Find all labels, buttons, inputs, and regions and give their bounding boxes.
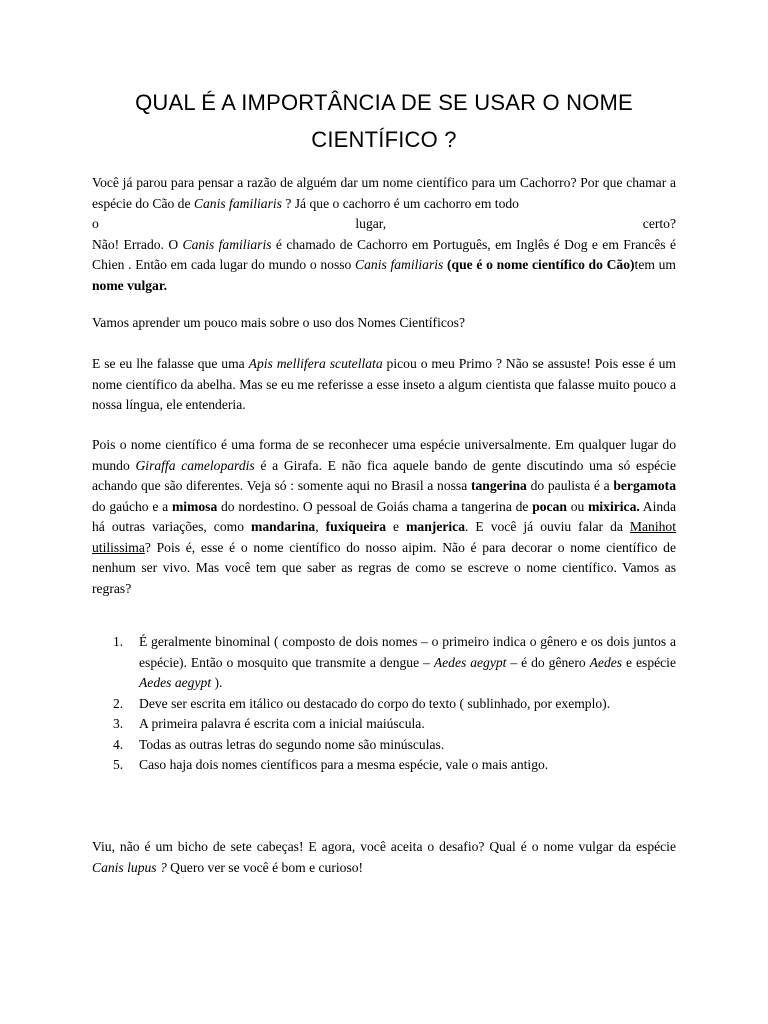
scientific-name: Canis familiaris	[182, 236, 272, 252]
text: – é do gênero	[506, 654, 590, 670]
text: ,	[315, 519, 326, 534]
scientific-name: Aedes	[589, 654, 623, 670]
bold-text: mixirica.	[588, 498, 640, 514]
text: Pois o nome científico é uma forma de se reconhecer uma espécie universalmente. Em qualquer lugar do mundo	[92, 437, 676, 473]
bold-text: (que é o nome científico do Cão)	[443, 257, 635, 272]
text: Você já parou para pensar a razão de alguém dar um nome científico para um Cachorro? Por que chamar a espécie do Cão de	[92, 175, 676, 211]
scientific-name: Canis familiaris	[355, 257, 444, 272]
list-item	[92, 714, 676, 735]
paragraph-universal	[92, 435, 676, 599]
text: e	[386, 519, 407, 534]
text: é chamado de Cachorro em Português, em Inglês é Dog e em Francês é Chien . Então em cada lugar do mundo o nosso	[92, 236, 676, 272]
bold-text: fuxiqueira	[325, 519, 387, 534]
text: ? Pois é, esse é o nome científico do nosso aipim. Não é para decorar o nome científico de nenhum ser vivo. Mas você tem que saber as regras de como se escreve o nome científico. Vamos as regras?	[92, 539, 676, 596]
text: Não! Errado. O	[92, 236, 183, 252]
list-number: 4.	[113, 736, 124, 752]
text: tem um	[634, 257, 676, 272]
bold-text: mandarina	[251, 519, 316, 534]
text: do paulista é a	[526, 478, 614, 493]
list-item	[92, 755, 676, 776]
list-item	[92, 632, 676, 694]
list-number: 3.	[113, 716, 124, 731]
list-number: 5.	[113, 757, 124, 772]
text: . E você já ouviu falar da	[465, 519, 630, 534]
text: E se eu lhe falasse que uma	[92, 356, 249, 371]
text-justified-line: o lugar, certo?	[92, 216, 676, 231]
bold-text: tangerina	[470, 478, 527, 493]
page-title	[80, 84, 688, 158]
scientific-name: Giraffa camelopardis	[135, 457, 255, 473]
text: Deve ser escrita em itálico ou destacado do corpo do texto ( sublinhado, por exemplo).	[139, 695, 611, 711]
bold-text: nome vulgar.	[92, 277, 168, 293]
paragraph-bee	[92, 354, 676, 416]
list-number: 1.	[113, 634, 124, 649]
text: A primeira palavra é escrita com a inicial maiúscula.	[139, 716, 425, 731]
text: Vamos aprender um pouco mais sobre o uso dos Nomes Científicos?	[92, 315, 466, 330]
text: picou o meu Primo ? Não se assuste! Pois esse é um nome científico da abelha. Mas se eu me referisse a esse inseto a algum cientista que falasse muito pouco a nossa língua, ele entenderia.	[92, 356, 677, 412]
rules-list	[92, 632, 676, 776]
text: Todas as outras letras do segundo nome são minúsculas.	[139, 736, 445, 752]
underlined-scientific-name: Manihot utilissima	[92, 519, 676, 555]
text: do nordestino. O pessoal de Goiás chama a tangerina de	[217, 498, 533, 514]
scientific-name: Canis lupus ?	[92, 859, 167, 875]
text: Caso haja dois nomes científicos para a mesma espécie, vale o mais antigo.	[139, 757, 549, 772]
text: ).	[211, 675, 223, 690]
paragraph-challenge	[92, 837, 676, 878]
text: É geralmente binominal ( composto de dois nomes – o primeiro indica o gênero e os dois juntos a espécie). Então o mosquito que transmite a dengue –	[139, 634, 676, 670]
scientific-name: Canis familiaris	[193, 195, 282, 211]
list-item	[92, 694, 676, 715]
scientific-name: Aedes aegypt	[433, 654, 507, 670]
scientific-name: Apis mellifera scutellata	[248, 356, 383, 371]
text: Ainda há outras variações, como	[92, 498, 677, 534]
numbered-list	[92, 632, 676, 776]
list-item	[92, 735, 676, 756]
bold-text: pocan	[532, 498, 567, 514]
bold-text: manjerica	[406, 519, 465, 534]
bold-text: mimosa	[171, 498, 218, 514]
title-line-1: QUAL É A IMPORTÂNCIA DE SE USAR O NOME	[135, 90, 633, 115]
bold-text: bergamota	[613, 478, 676, 493]
list-number: 2.	[113, 695, 124, 711]
text: Viu, não é um bicho de sete cabeças! E agora, você aceita o desafio? Qual é o nome vulgar da espécie	[92, 839, 676, 854]
title-line-2: CIENTÍFICO ?	[311, 127, 457, 152]
text: do gaúcho e a	[92, 498, 172, 514]
scientific-name: Aedes aegypt	[139, 675, 212, 690]
paragraph-lead	[92, 313, 676, 334]
text: ? Já que o cachorro é um cachorro em todo	[281, 195, 519, 211]
text: Quero ver se você é bom e curioso!	[166, 859, 364, 875]
paragraph-intro	[92, 173, 676, 296]
text: é a Girafa. E não fica aquele bando de gente discutindo uma só espécie achando que são diferentes. Veja só : somente aqui no Brasil a nossa	[92, 457, 676, 493]
text: ou	[566, 498, 589, 514]
text: e espécie	[622, 654, 676, 670]
